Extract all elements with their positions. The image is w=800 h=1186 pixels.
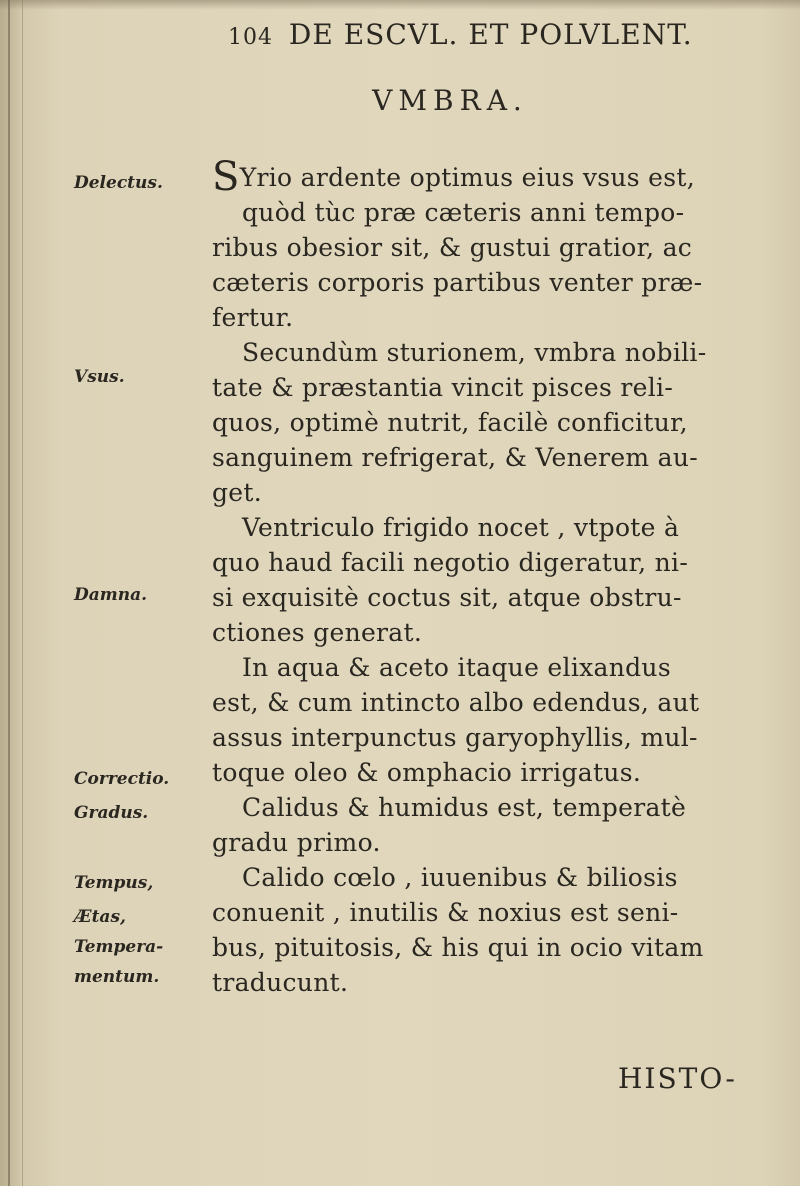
text-line: est, & cum intincto albo edendus, aut bbox=[212, 688, 700, 717]
page-shadow bbox=[0, 0, 800, 10]
text-line: bus, pituitosis, & his qui in ocio vitam bbox=[212, 933, 704, 962]
running-title: DE ESCVL. ET POLVLENT. bbox=[288, 18, 693, 51]
text-line: Secundùm sturionem, vmbra nobili- bbox=[242, 338, 707, 367]
text-line: toque oleo & omphacio irrigatus. bbox=[212, 758, 642, 787]
margin-note-temperamentum-2: mentum. bbox=[74, 967, 160, 987]
text-line: SYrio ardente optimus eius vsus est, bbox=[212, 154, 695, 200]
margin-note-correctio: Correctio. bbox=[74, 769, 170, 789]
body-text bbox=[212, 154, 772, 1000]
text-line: ctiones generat. bbox=[212, 618, 423, 647]
margin-note-damna: Damna. bbox=[74, 585, 148, 605]
section-title: VMBRA. bbox=[372, 84, 528, 117]
page-number: 104 bbox=[228, 25, 273, 50]
binding-edge bbox=[8, 0, 10, 1186]
text-line: assus interpunctus garyophyllis, mul- bbox=[212, 723, 698, 752]
text-line: Calido cœlo , iuuenibus & biliosis bbox=[242, 863, 678, 892]
text-line: In aqua & aceto itaque elixandus bbox=[242, 653, 671, 682]
margin-note-vsus: Vsus. bbox=[74, 367, 125, 387]
text-line: conuenit , inutilis & noxius est seni- bbox=[212, 898, 679, 927]
margin-note-temperamentum-1: Tempera- bbox=[74, 937, 164, 957]
text-line: tate & præstantia vincit pisces reli- bbox=[212, 373, 674, 402]
text-line: quos, optimè nutrit, facilè conficitur, bbox=[212, 408, 688, 437]
margin-note-aetas: Ætas, bbox=[74, 907, 126, 927]
text-line: sanguinem refrigerat, & Venerem au- bbox=[212, 443, 699, 472]
text-line: traducunt. bbox=[212, 968, 349, 997]
catchword: HISTO- bbox=[618, 1062, 737, 1095]
text-line: quòd tùc præ cæteris anni tempo- bbox=[242, 198, 685, 227]
binding-edge-inner bbox=[22, 0, 23, 1186]
text-line: ribus obesior sit, & gustui gratior, ac bbox=[212, 233, 693, 262]
margin-note-gradus: Gradus. bbox=[74, 803, 149, 823]
margin-note-tempus: Tempus, bbox=[74, 873, 154, 893]
text-line: Ventriculo frigido nocet , vtpote à bbox=[242, 513, 680, 542]
text-line: si exquisitè coctus sit, atque obstru- bbox=[212, 583, 682, 612]
text-line: get. bbox=[212, 478, 262, 507]
text-line: Calidus & humidus est, temperatè bbox=[242, 793, 687, 822]
text-line: quo haud facili negotio digeratur, ni- bbox=[212, 548, 689, 577]
text-line: gradu primo. bbox=[212, 828, 381, 857]
drop-cap: S bbox=[212, 154, 240, 200]
text-line: cæteris corporis partibus venter præ- bbox=[212, 268, 703, 297]
running-header bbox=[228, 18, 788, 51]
margin-note-delectus: Delectus. bbox=[74, 173, 163, 193]
text-line: fertur. bbox=[212, 303, 294, 332]
